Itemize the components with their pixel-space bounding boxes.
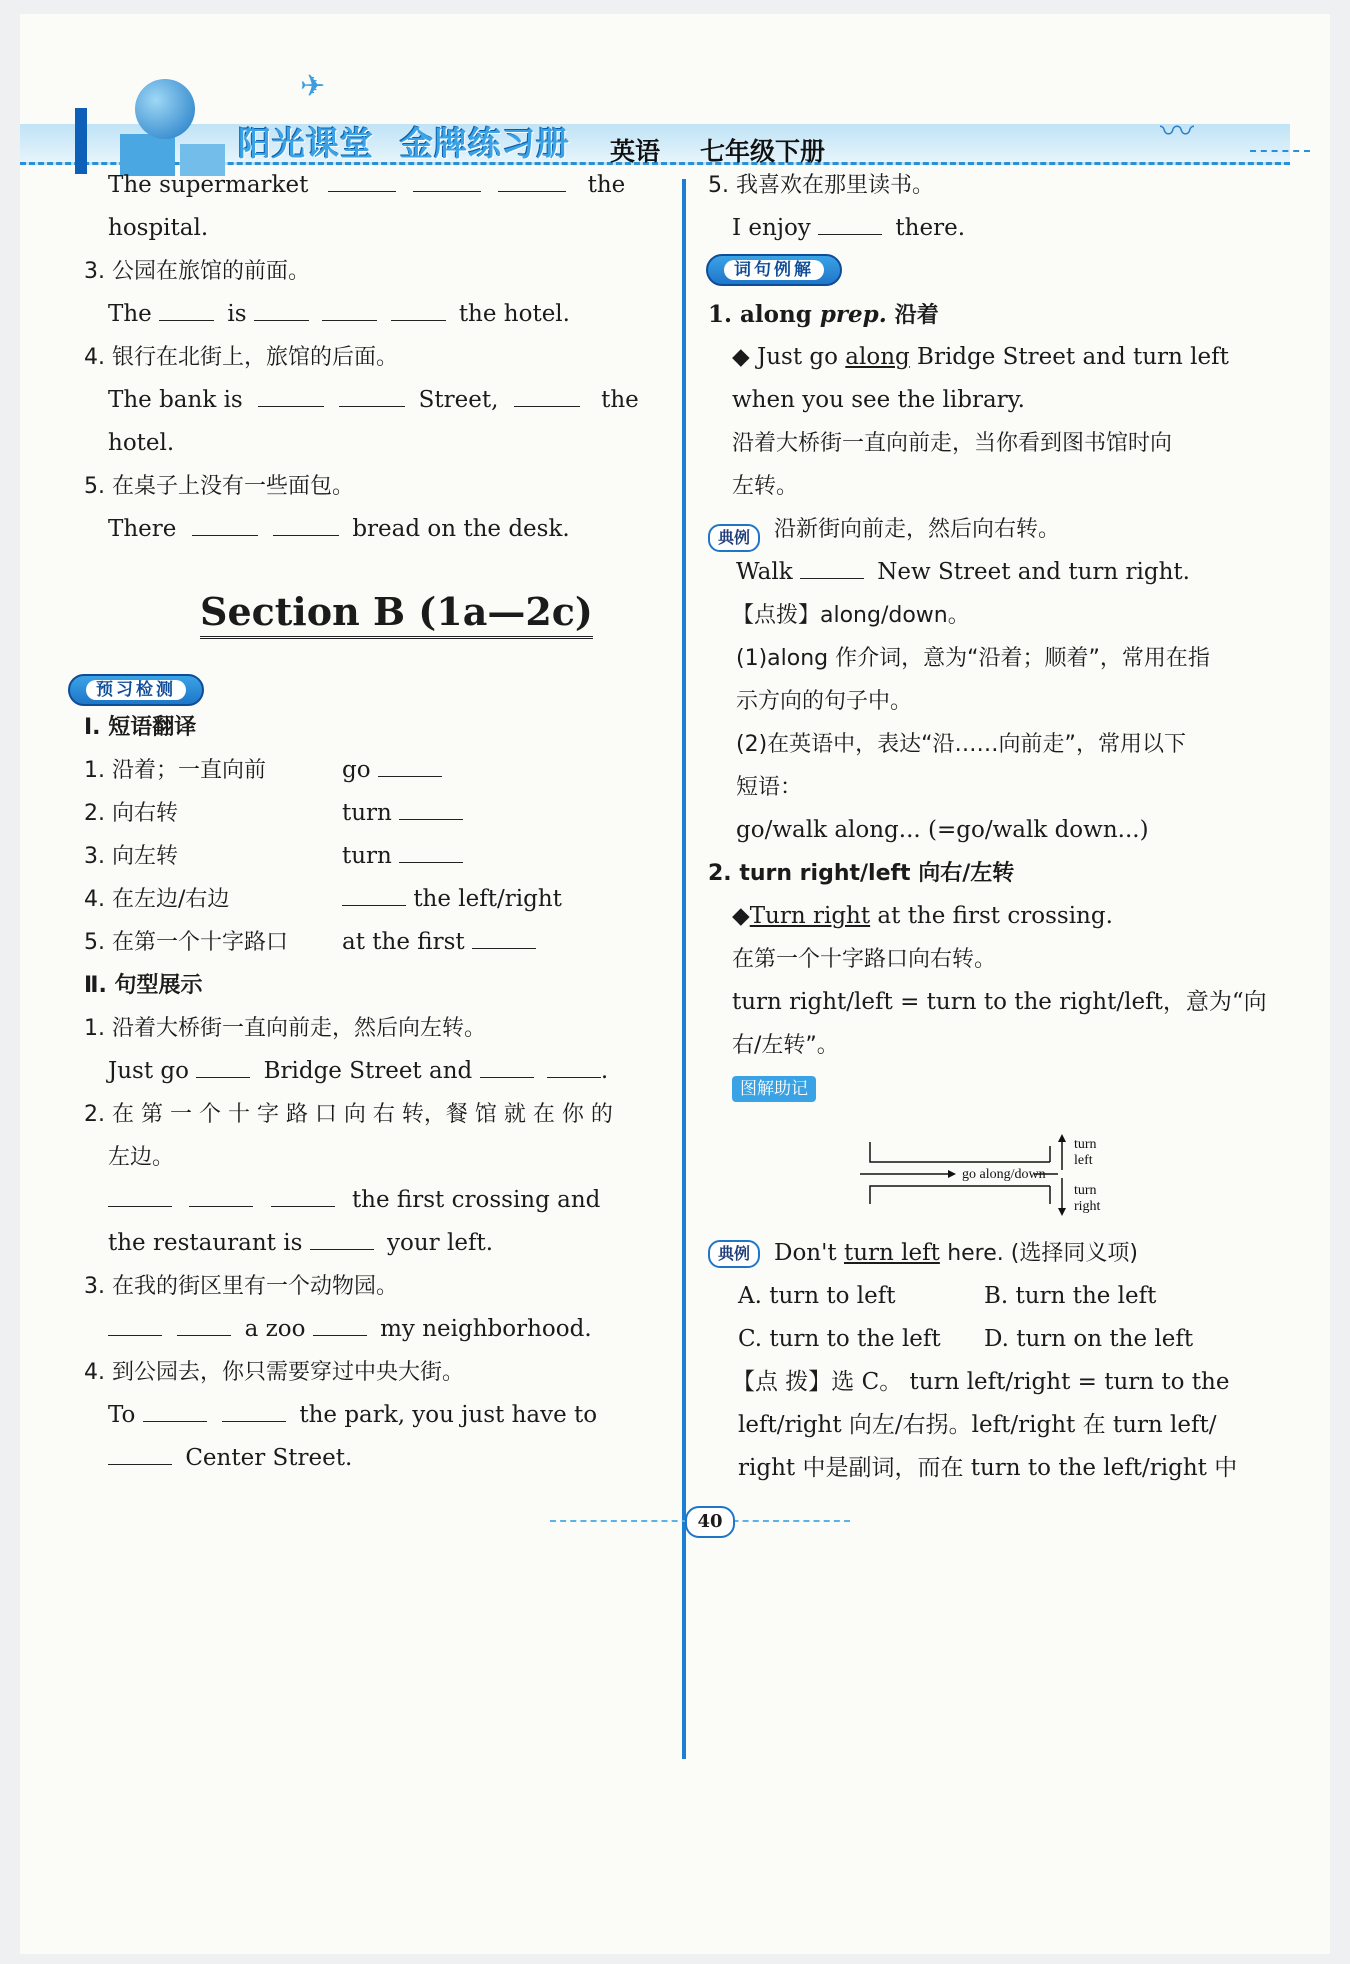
answer-blank[interactable] [254, 294, 309, 321]
header-bar [75, 108, 87, 174]
text: there. [895, 215, 966, 241]
text: at the first [342, 929, 465, 955]
text: New Street and turn right. [877, 559, 1190, 585]
phrase-cn: 4. 在左边/右边 [84, 887, 230, 912]
exercise-line: hotel. [108, 430, 175, 456]
tip-line: 短语： [736, 775, 803, 800]
turn-right-label-2: right [1074, 1199, 1101, 1214]
answer-blank[interactable] [159, 294, 214, 321]
answer-blank[interactable] [498, 165, 566, 192]
exercise-line [108, 1222, 493, 1265]
exercise-line [108, 1308, 592, 1351]
word-heading [708, 293, 939, 337]
text: here. (选择同义项) [947, 1241, 1138, 1266]
option-a[interactable]: A. turn to left [738, 1283, 896, 1309]
text: your left. [387, 1230, 494, 1256]
answer-blank[interactable] [800, 552, 864, 579]
example-line: when you see the library. [732, 387, 1025, 413]
text: bread on the desk. [352, 516, 570, 542]
text: turn left [843, 1240, 940, 1266]
answer-blank[interactable] [192, 509, 258, 536]
words-tag [706, 254, 842, 286]
option-b[interactable]: B. turn the left [984, 1283, 1157, 1309]
question-cn: 5. 在桌子上没有一些面包。 [84, 474, 354, 499]
answer-blank[interactable] [222, 1395, 286, 1422]
phrase-en [342, 792, 463, 835]
phrase-en [342, 749, 442, 792]
page-footer [550, 1494, 850, 1544]
text: Turn right [749, 903, 871, 929]
text: Bridge Street and turn left [917, 344, 1229, 370]
text: The [108, 301, 152, 327]
tip-line: 示方向的句子中。 [736, 689, 913, 714]
tag-label: 预习检测 [86, 680, 186, 700]
phrase-en [342, 921, 536, 964]
text: turn [342, 800, 392, 826]
workbook-page [20, 14, 1330, 1954]
header-arrow [1250, 150, 1310, 166]
note-line: 右/左转”。 [732, 1033, 839, 1058]
example-prompt: 沿新街向前走，然后向右转。 [774, 517, 1061, 542]
exercise-line [736, 551, 1190, 594]
answer-blank[interactable] [177, 1309, 231, 1336]
answer-blank[interactable] [472, 922, 536, 949]
question-cn: 3. 在我的街区里有一个动物园。 [84, 1274, 398, 1299]
phrase-en [342, 835, 463, 878]
turn-left-label-1: turn [1074, 1137, 1097, 1152]
text: I enjoy [732, 215, 811, 241]
answer-blank[interactable] [399, 836, 463, 863]
answer-blank[interactable] [818, 208, 882, 235]
arrow-head [1058, 1208, 1066, 1216]
exercise-line [108, 1179, 600, 1222]
exercise-line [732, 207, 965, 250]
exercise-line [108, 508, 570, 551]
answer-blank[interactable] [413, 165, 481, 192]
answer-blank[interactable] [271, 1180, 335, 1207]
text: . [600, 1058, 609, 1084]
answer-blank[interactable] [514, 380, 580, 407]
question-cn: 左边。 [108, 1145, 175, 1170]
question-cn: 1. 沿着大桥街一直向前走，然后向左转。 [84, 1016, 486, 1041]
text: the [601, 387, 639, 413]
diagram-tag: 图解助记 [732, 1076, 816, 1102]
text: Center Street. [185, 1445, 353, 1471]
option-c[interactable]: C. turn to the left [738, 1326, 941, 1352]
exercise-line [108, 164, 625, 207]
section-title: Section B (1a—2c) [200, 589, 593, 639]
text: along [845, 344, 910, 370]
phrase-en [342, 878, 562, 921]
part-heading: Ⅱ. 句型展示 [84, 973, 203, 998]
text: the restaurant is [108, 1230, 303, 1256]
brand-subtitle: 金牌练习册 [400, 124, 570, 163]
translation-line: 在第一个十字路口向右转。 [732, 947, 997, 972]
turn-left-label-2: left [1074, 1153, 1093, 1168]
phrase-cn: 1. 沿着；一直向前 [84, 758, 266, 783]
direction-diagram-svg [858, 1134, 1178, 1224]
answer-blank[interactable] [342, 879, 406, 906]
example-line [732, 336, 1229, 379]
text: the first crossing and [351, 1187, 601, 1213]
brand-title: 阳光课堂 [238, 124, 374, 163]
text: To [108, 1402, 136, 1428]
answer-blank[interactable] [273, 509, 339, 536]
street-edge-bottom [870, 1186, 1050, 1204]
go-label: go along/down [962, 1167, 1046, 1182]
exercise-line [108, 1394, 597, 1437]
text: Street, [418, 387, 499, 413]
answer-blank[interactable] [480, 1051, 534, 1078]
text: The bank is [108, 387, 243, 413]
text: the hotel. [458, 301, 570, 327]
answer-blank[interactable] [378, 750, 442, 777]
answer-blank[interactable] [189, 1180, 253, 1207]
text: a zoo [244, 1316, 306, 1342]
text: 沿着 [894, 303, 939, 328]
birds-icon: 〰 [1160, 112, 1194, 152]
street-edge-top [870, 1142, 1050, 1162]
phrase-cn: 2. 向右转 [84, 801, 178, 826]
globe-icon [135, 79, 195, 139]
direction-diagram [858, 1134, 1178, 1224]
grade-label: 七年级下册 [700, 137, 826, 166]
answer-blank[interactable] [108, 1309, 162, 1336]
answer-blank[interactable] [339, 380, 405, 407]
answer-blank[interactable] [328, 165, 396, 192]
answer-blank[interactable] [196, 1051, 250, 1078]
text: Just go [108, 1058, 189, 1084]
answer-blank[interactable] [258, 380, 324, 407]
text: the park, you just have to [299, 1402, 598, 1428]
answer-blank[interactable] [108, 1180, 172, 1207]
example-tag: 典例 [708, 1240, 760, 1268]
exercise-line [108, 379, 639, 422]
question-cn: 2. 在 第 一 个 十 字 路 口 向 右 转，餐 馆 就 在 你 的 [84, 1102, 613, 1127]
question-cn: 3. 公园在旅馆的前面。 [84, 259, 310, 284]
tip-line: 【点拨】along/down。 [732, 603, 970, 628]
text: ◆ Just go [732, 344, 838, 370]
translation-line: 左转。 [732, 474, 799, 499]
tip-line: go/walk along... (=go/walk down...) [736, 817, 1149, 843]
text: The supermarket [108, 172, 309, 198]
tip-line: 【点 拨】选 C。 turn left/right = turn to the [732, 1369, 1230, 1395]
text: prep. [819, 301, 887, 328]
part-heading: Ⅰ. 短语翻译 [84, 715, 197, 740]
turn-right-label-1: turn [1074, 1183, 1097, 1198]
exercise-line [108, 293, 570, 336]
text: is [227, 301, 247, 327]
word-heading: 2. turn right/left 向右/左转 [708, 861, 1015, 886]
text: Don't [774, 1240, 837, 1266]
example-tag: 典例 [708, 524, 760, 552]
text: Walk [736, 559, 793, 585]
paper-plane-icon: ✈ [300, 69, 326, 104]
exercise-line [108, 1437, 352, 1480]
answer-blank[interactable] [391, 294, 446, 321]
page-number: 40 [685, 1506, 735, 1538]
answer-blank[interactable] [143, 1395, 207, 1422]
tag-label: 词句例解 [724, 260, 824, 280]
exercise-line: hospital. [108, 215, 209, 241]
text: at the first crossing. [877, 903, 1113, 929]
tip-line: right 中是副词，而在 turn to the left/right 中 [738, 1455, 1238, 1481]
text: 1. along [708, 301, 812, 328]
answer-blank[interactable] [310, 1223, 374, 1250]
tip-line: (1)along 作介词，意为“沿着；顺着”，常用在指 [736, 646, 1210, 671]
text: my neighborhood. [380, 1316, 592, 1342]
text: turn [342, 843, 392, 869]
tip-line: (2)在英语中，表达“沿……向前走”，常用以下 [736, 732, 1186, 757]
phrase-cn: 5. 在第一个十字路口 [84, 930, 288, 955]
question-cn: 5. 我喜欢在那里读书。 [708, 173, 934, 198]
answer-blank[interactable] [399, 793, 463, 820]
phrase-cn: 3. 向左转 [84, 844, 178, 869]
translation-line: 沿着大桥街一直向前走，当你看到图书馆时向 [732, 431, 1173, 456]
exercise-line [108, 1050, 608, 1093]
text: ◆ [732, 903, 750, 929]
option-d[interactable]: D. turn on the left [984, 1326, 1194, 1352]
arrow-head [948, 1170, 956, 1178]
example-line [732, 895, 1113, 938]
text: There [108, 516, 177, 542]
text: the [587, 172, 626, 198]
answer-blank[interactable] [313, 1309, 367, 1336]
text: go [342, 757, 371, 783]
example-prompt [774, 1232, 1138, 1275]
text: the left/right [413, 886, 562, 912]
text: Bridge Street and [263, 1058, 473, 1084]
subject-label: 英语 [610, 137, 661, 166]
question-cn: 4. 到公园去，你只需要穿过中央大街。 [84, 1360, 464, 1385]
preview-check-tag [68, 674, 204, 706]
answer-blank[interactable] [322, 294, 377, 321]
note-line: turn right/left = turn to the right/left，意为“向 [732, 989, 1267, 1015]
answer-blank[interactable] [108, 1438, 172, 1465]
tip-line: left/right 向左/右拐。left/right 在 turn left/ [738, 1412, 1217, 1438]
question-cn: 4. 银行在北街上，旅馆的后面。 [84, 345, 398, 370]
answer-blank[interactable] [547, 1051, 601, 1078]
arrow-head [1058, 1134, 1066, 1142]
